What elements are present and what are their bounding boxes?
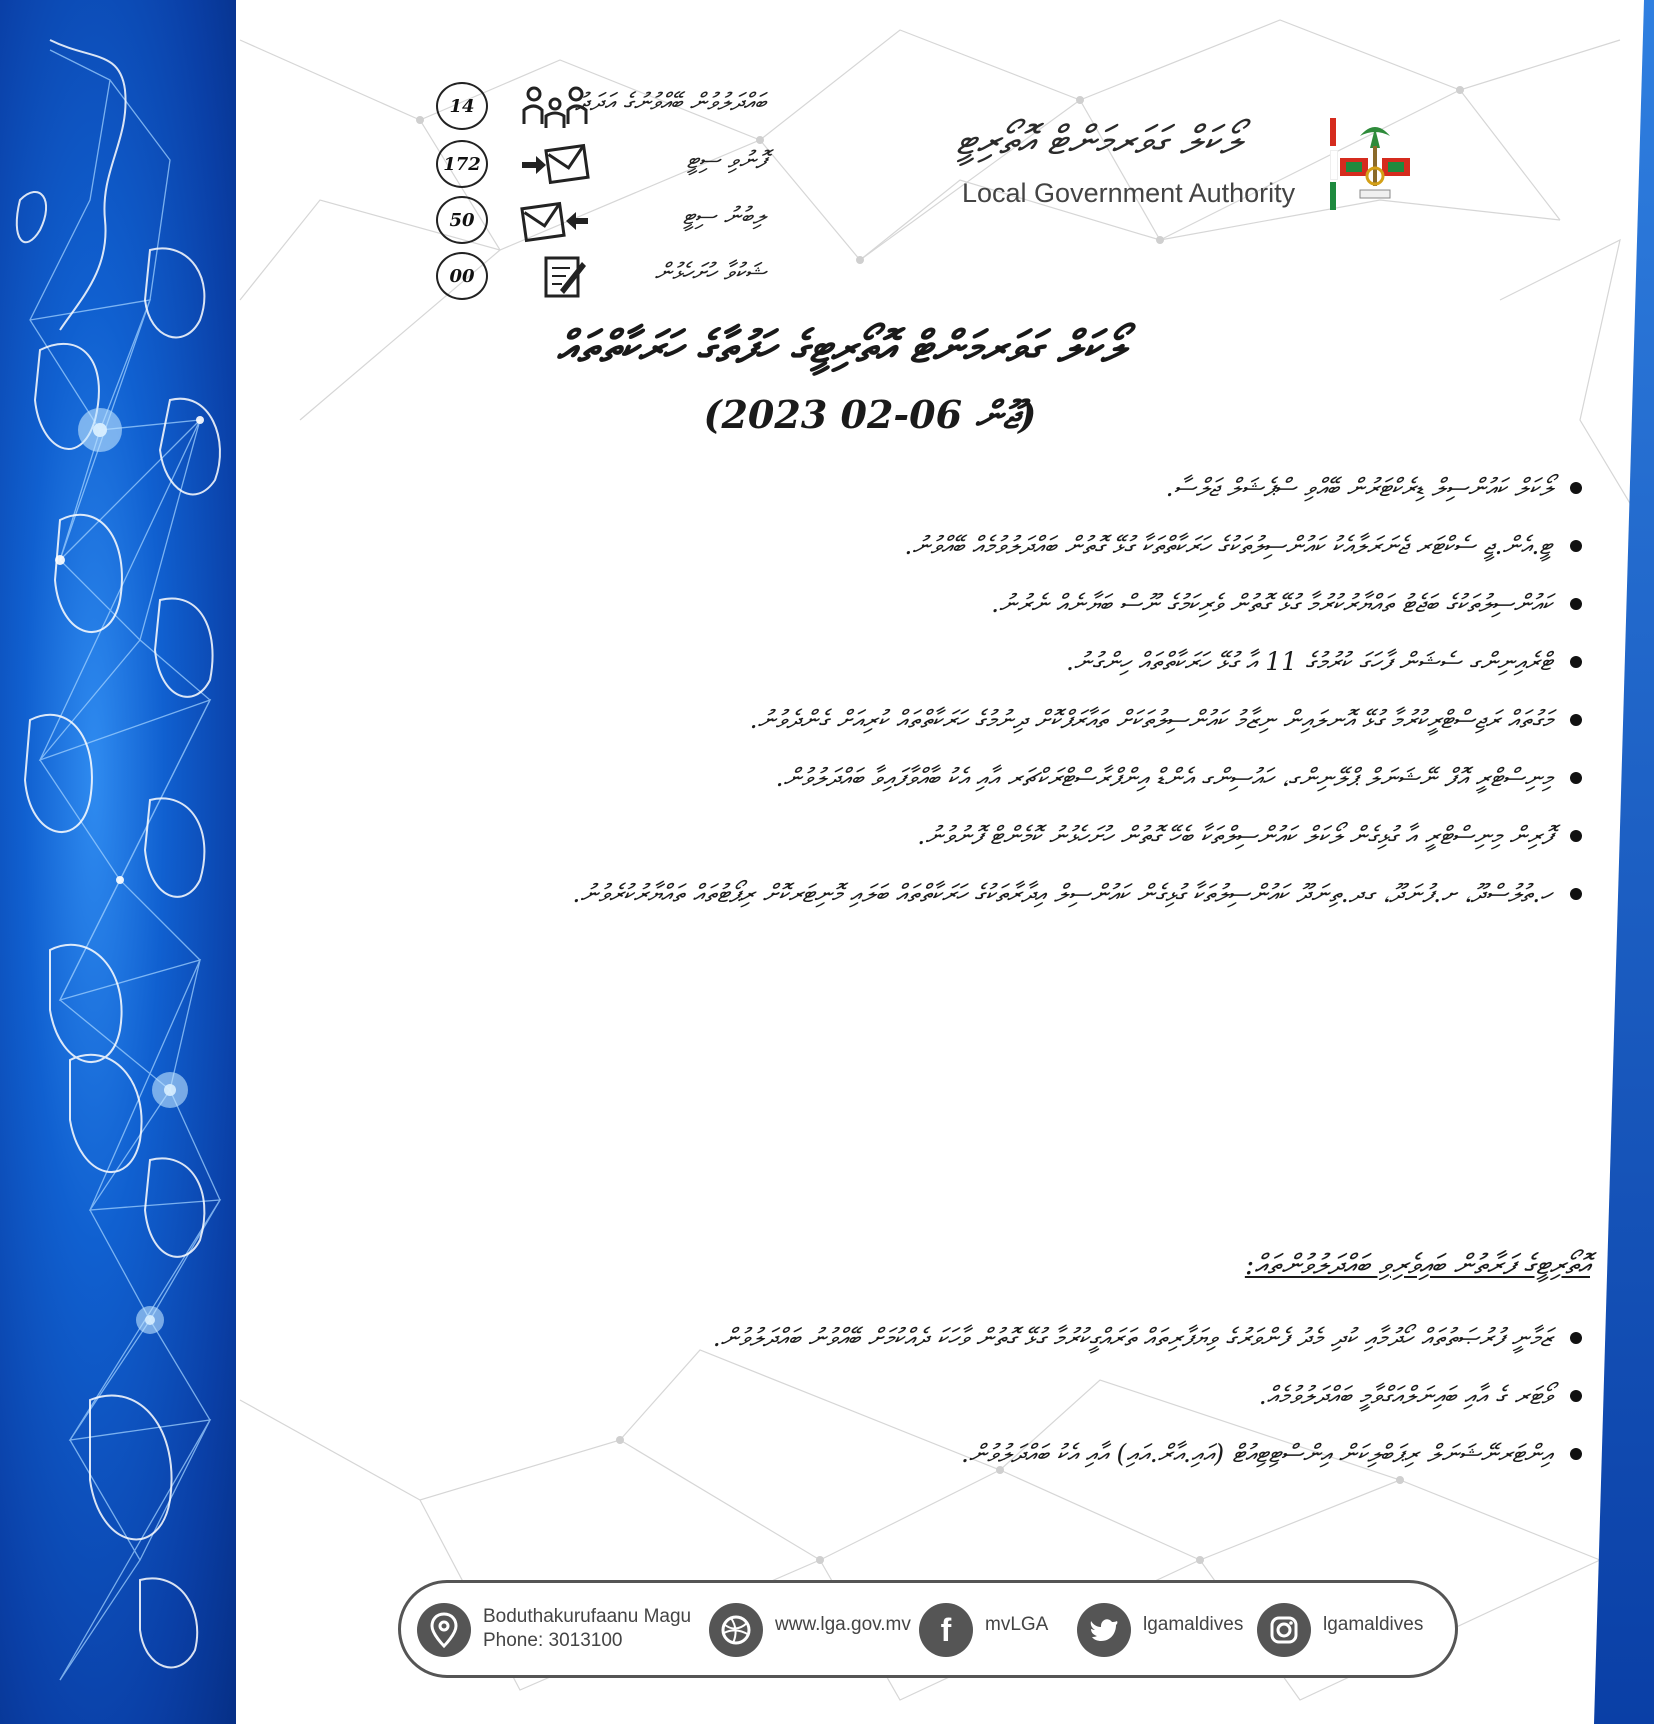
maldives-map-graphic: [0, 0, 236, 1724]
meetings-list: [290, 1310, 1590, 1484]
list-item: ޓްރެއިނިންގ ސެޝަން ފާހަގަ ކުރުމުގެ 11 އާ ގުޅޭ ހަރަކާތްތައް ހިންގުނު.: [290, 634, 1590, 690]
list-item: ވޯޓަރ ގެ އާއި ބައިނަލްއަގްވާމީ ބައްދަލުވުމެއް.: [290, 1368, 1590, 1424]
list-item: ލޯކަލް ކައުންސިލް ޑިރެކްޓަރުން ބޭއްވި ސްޕެޝަލް ޖަލްސާ.: [290, 460, 1590, 516]
list-item: މިނިސްޓްރީ އޮފް ނޭޝަނަލް ޕްލޭނިންގ، ހައުސިންގ އެންޑް އިންފްރާސްޓްރަކްޗަރ އާއި އެކު ބާއްވާފައިވާ ބައްދަލުވުން.: [290, 750, 1590, 806]
stat-label: ފޮނުވި ސިޓީ: [686, 146, 766, 174]
right-blue-band: [1594, 0, 1654, 1724]
page-title: ލޯކަލް ގަވަރމަންޓް އޮތޯރިޓީގެ ހަފުތާގެ ހަރަކާތްތައް: [556, 322, 1124, 373]
stat-label: ޝަކުވާ ހުށަހެޅުން: [654, 258, 766, 286]
twitter-icon: [1077, 1603, 1131, 1657]
org-name-english: Local Government Authority: [962, 178, 1296, 208]
website-link[interactable]: www.lga.gov.mv: [775, 1614, 911, 1635]
list-item: ޓީ.އެން.ޖީ ސެކްޓަރ ޖެނަރަލާއެކު ކައުންސިލުތަކުގެ ހަރަކާތްތަކާ ގުޅޭ ގޮތުން ބައްދަލުވުމެއް ބޭއްވުނު.: [290, 518, 1590, 574]
list-item: ހ.ތުލުސްދޫ، ށ.ފުނަދޫ، ގދ.ތިނަދޫ ކައުންސިލުތަކާ ގުޅިގެން ކައުންސިލް އިދާރާތަކުގެ ހަރަކާތްތައް ބަލައި މޮނިޓަރކޮށް ރިޕޯޓުތައް ތައްޔާރުކުރެވުނު.: [290, 866, 1590, 922]
location-pin-icon: [417, 1603, 471, 1657]
facebook-handle[interactable]: mvLGA: [985, 1614, 1049, 1635]
section-heading-meetings: އޮތޯރިޓީގެ ފަރާތުން ބައިވެރިވި ބައްދަލުވުންތައް:: [1244, 1248, 1590, 1281]
stat-meetings: [436, 82, 766, 132]
left-map-band: [0, 0, 236, 1724]
complaint-form-icon: [520, 254, 590, 300]
org-name-dhivehi: ލޯކަލް ގަވަރމަންޓް އޮތޯރިޓީ: [955, 118, 1240, 164]
list-item: ފޮރިން މިނިސްޓްރީ އާ ގުޅިގެން ލޯކަލް ކައުންސިލްތަކާ ބެހޭ ގޮތުން ހުށަހެޅުނު ކޮމެންޓް ފޮނުވުނު.: [290, 808, 1590, 864]
address-line: Boduthakurufaanu Magu: [483, 1606, 692, 1627]
twitter-handle[interactable]: lgamaldives: [1143, 1614, 1244, 1635]
stat-sent-letters: [436, 140, 766, 190]
list-item: މަގުތައް ރަޖިސްޓްރީކުރުމާ ގުޅޭ އޮނލައިން ނިޒާމު ކައުންސިލުތަކަށް ތައާރަފްކޮށް ދިނުމުގެ ހަރަކާތްތައް ކުރިއަށް ގެންދެވުނު.: [290, 692, 1590, 748]
outgoing-mail-icon: [520, 142, 590, 188]
stat-value: 50: [436, 196, 488, 244]
flag-bar-green: [1330, 182, 1336, 210]
stat-received-letters: [436, 196, 766, 246]
flag-bar-red: [1330, 118, 1336, 146]
list-item: ކައުންސިލުތަކުގެ ބަޖެޓު ތައްޔާރުކުރުމާ ގުޅޭ ގޮތުން ވެރިކަމުގެ ނޫސް ބަޔާނެއް ނެރުނު.: [290, 576, 1590, 632]
list-item: ޒަމާނީ ފުރުޞަތުތައް ހޯދުމާއި ކުދި މެދު ފެންވަރުގެ ވިޔަފާރިތައް ތަރައްގީކުރުމާ ގުޅޭ ގޮތުން ވާހަކަ ދެއްކުމަށް ބޭއްވުނު ބައްދަލުވުން.: [290, 1310, 1590, 1366]
stat-value: 00: [436, 252, 488, 300]
phone-line: Phone: 3013100: [483, 1630, 623, 1651]
incoming-mail-icon: [520, 198, 590, 244]
stat-label: ލިބުނު ސިޓީ: [682, 202, 766, 230]
facebook-icon: f: [919, 1603, 973, 1657]
flag-bar-white: [1330, 150, 1338, 180]
instagram-icon: [1257, 1603, 1311, 1657]
stat-label: ބައްދަލުވުން ބޭއްވުނުގެ އަދަދު: [575, 88, 766, 116]
date-range: (2023 ޖޫން 06-02): [703, 392, 1037, 437]
globe-icon: [709, 1603, 763, 1657]
list-item: އިންޓަރނޭޝަނަލް ރިޕަބްލިކަން އިންސްޓިޓިއުޓް (އައި.އާރް.އައި) އާއި އެކު ބައްދަލުވުން.: [290, 1426, 1590, 1482]
contact-footer: [398, 1580, 1458, 1678]
stat-value: 172: [436, 140, 488, 188]
stat-complaints: [436, 252, 766, 302]
instagram-handle[interactable]: lgamaldives: [1323, 1614, 1424, 1635]
stat-value: 14: [436, 82, 488, 130]
activity-list: [290, 460, 1590, 924]
